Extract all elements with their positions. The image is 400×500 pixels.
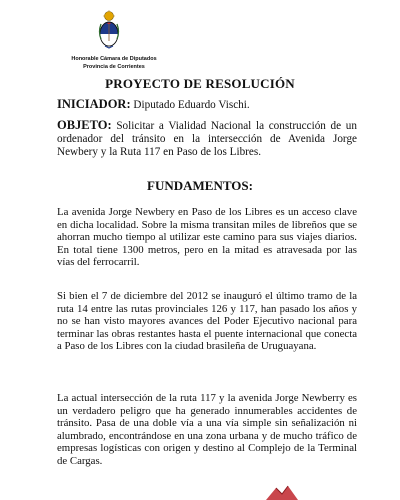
iniciador-label: INICIADOR: <box>57 97 131 111</box>
issuer-header <box>66 55 162 71</box>
province-name: Provincia de Corrientes <box>83 64 145 70</box>
objeto-line <box>57 119 357 159</box>
coat-of-arms-icon <box>96 10 122 50</box>
page-corner-mark-icon <box>262 482 302 500</box>
iniciador-value: Diputado Eduardo Vischi. <box>130 99 250 111</box>
chamber-name: Honorable Cámara de Diputados <box>71 56 157 62</box>
fundamentos-paragraph: La actual intersección de la ruta 117 y la avenida Jorge Newberry es un verdadero peligro que ha generado innumerables accidentes de tránsito. Pasa de una doble vía a una vía simple sin señalización ni alumbrado, encontrándose en una zona urbana y de mucho tráfico de empresas logísticas con origen y destino al Complejo de la Terminal de Cargas. <box>57 392 357 467</box>
fundamentos-heading: FUNDAMENTOS: <box>147 178 253 193</box>
objeto-label: OBJETO: <box>57 118 112 132</box>
objeto-value: Solicitar a Vialidad Nacional la construcción de un ordenador del tránsito en la intersección de Avenida Jorge Newbery y la Ruta 117 en Paso de los Libres. <box>57 120 357 158</box>
fundamentos-paragraph: La avenida Jorge Newbery en Paso de los Libres es un acceso clave en dicha localidad. Sobre la misma transitan miles de libreños que se ahorran mucho tiempo al utilizar este camino para sus viajes diarios. En total tiene 1300 metros, pero en la mitad es atravesada por las vías del ferrocarril. <box>57 206 357 269</box>
iniciador-line <box>57 98 357 112</box>
document-title: PROYECTO DE RESOLUCIÓN <box>105 76 295 91</box>
fundamentos-paragraph: Si bien el 7 de diciembre del 2012 se inauguró el último tramo de la ruta 14 entre las rutas provinciales 126 y 117, han pasado los años y no se han visto mayores avances del Poder Ejecutivo nacional para terminar las obras restantes hasta el puente internacional que conecta a Paso de los Libres con la ciudad brasileña de Uruguayana. <box>57 290 357 353</box>
